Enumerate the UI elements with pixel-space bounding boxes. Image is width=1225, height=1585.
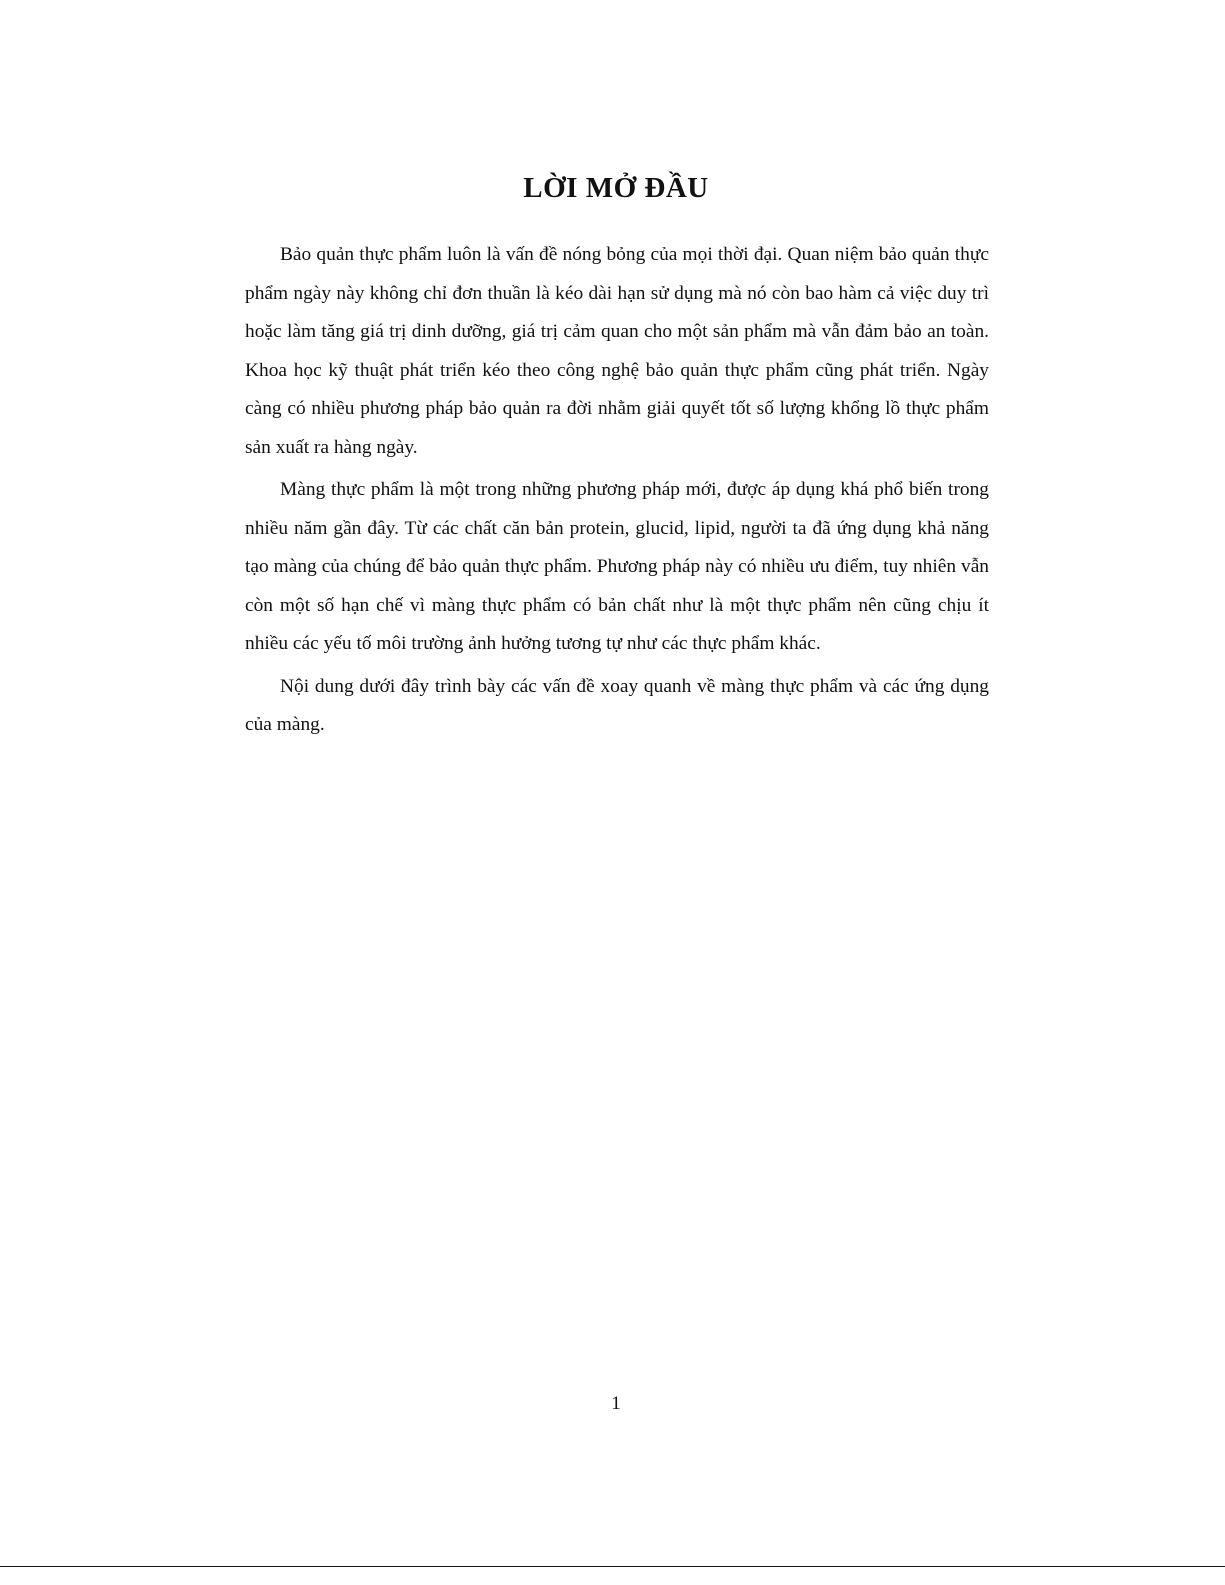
paragraph-2: Màng thực phẩm là một trong những phương pháp mới, được áp dụng khá phổ biến trong nhiều năm gần đây. Từ các chất căn bản protein, glucid, lipid, người ta đã ứng dụng khả năng tạo màng của chúng để bảo quản thực phẩm. Phương pháp này có nhiều ưu điểm, tuy nhiên vẫn còn một số hạn chế vì màng thực phẩm có bản chất như là một thực phẩm nên cũng chịu ít nhiều các yếu tố môi trường ảnh hưởng tương tự như các thực phẩm khác. [245, 479, 989, 654]
page-number: 1 [611, 1393, 621, 1414]
paragraph-3: Nội dung dưới đây trình bày các vấn đề xoay quanh về màng thực phẩm và các ứng dụng của màng. [245, 675, 989, 735]
body-text [245, 236, 989, 745]
page-title: LỜI MỞ ĐẦU [523, 172, 709, 204]
paragraph-1: Bảo quản thực phẩm luôn là vấn đề nóng bỏng của mọi thời đại. Quan niệm bảo quản thực phẩm ngày này không chỉ đơn thuần là kéo dài hạn sử dụng mà nó còn bao hàm cả việc duy trì hoặc làm tăng giá trị dinh dưỡng, giá trị cảm quan cho một sản phẩm mà vẫn đảm bảo an toàn. Khoa học kỹ thuật phát triển kéo theo công nghệ bảo quản thực phẩm cũng phát triển. Ngày càng có nhiều phương pháp bảo quản ra đời nhằm giải quyết tốt số lượng khổng lồ thực phẩm sản xuất ra hàng ngày. [245, 244, 989, 458]
bottom-divider [0, 1566, 1225, 1567]
